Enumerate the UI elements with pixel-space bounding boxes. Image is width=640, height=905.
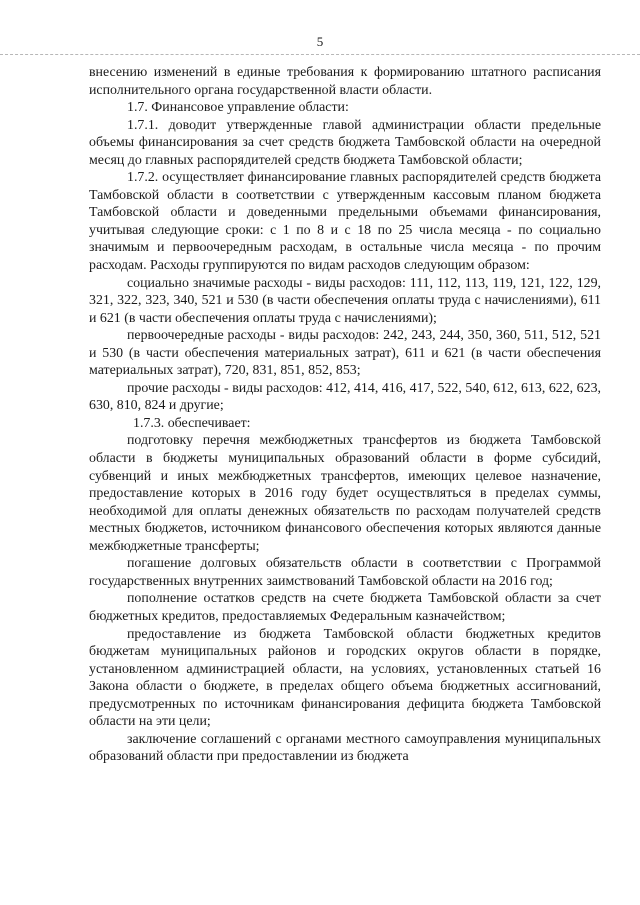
page-number: 5 — [316, 34, 324, 49]
paragraph-1-7-1: 1.7.1. доводит утвержденные главой администрации области предельные объемы финансирования за счет средств бюджета Тамбовской области на очередной месяц до главных распорядителей средств бюджета Тамбовской области; — [89, 117, 601, 168]
top-rule — [0, 54, 640, 55]
paragraph-social-expenses: социально значимые расходы - виды расходов: 111, 112, 113, 119, 121, 122, 129, 321, 322, 323, 340, 521 и 530 (в части обеспечения оплаты труда с начислениями), 611 и 621 (в части обеспечения оплаты труда с начислениями); — [89, 275, 601, 326]
document-body — [89, 64, 601, 766]
paragraph-1-7-2: 1.7.2. осуществляет финансирование главных распорядителей средств бюджета Тамбовской области в соответствии с утвержденным кассовым планом бюджета Тамбовской области и доведенными предельными объемами финансирования, учитывая следующие сроки: с 1 по 8 и с 18 по 25 числа месяца - по социально значимым и первоочередным расходам, в остальные числа месяца - по прочим расходам. Расходы группируются по видам расходов следующим образом: — [89, 170, 601, 274]
paragraph-balance-replenishment: пополнение остатков средств на счете бюджета Тамбовской области за счет бюджетных кредитов, предоставляемых Федеральным казначейством; — [89, 591, 601, 624]
paragraph-budget-credits: предоставление из бюджета Тамбовской области бюджетных кредитов бюджетам муниципальных районов и городских округов области в порядке, установленном администрацией области, на условиях, установленных статьей 16 Закона области о бюджете, в пределах общего объема бюджетных ассигнований, предусмотренных по источникам финансирования дефицита бюджета Тамбовской области на эти цели; — [89, 626, 601, 730]
paragraph-priority-expenses: первоочередные расходы - виды расходов: 242, 243, 244, 350, 360, 511, 512, 521 и 530 (в части обеспечения материальных затрат), 611 и 621 (в части обеспечения материальных затрат), 720, 831, 851, 852, 853; — [89, 328, 601, 379]
paragraph-section-1-7: 1.7. Финансовое управление области: — [127, 100, 349, 116]
paragraph-debt-repayment: погашение долговых обязательств области в соответствии с Программой государственных внутренних заимствований Тамбовской области на 2016 год; — [89, 556, 601, 589]
paragraph-1-7-3: 1.7.3. обеспечивает: — [133, 415, 251, 431]
paragraph-agreements: заключение соглашений с органами местного самоуправления муниципальных образований области при предоставлении из бюджета — [89, 731, 601, 765]
paragraph-continuation: внесению изменений в единые требования к формированию штатного расписания исполнительного органа государственной власти области. — [89, 65, 601, 98]
paragraph-transfers-list: подготовку перечня межбюджетных трансфертов из бюджета Тамбовской области в бюджеты муниципальных образований области в форме субсидий, субвенций и иных межбюджетных трансфертов, имеющих целевое назначение, предоставление которых в 2016 году будет осуществляться в пределах суммы, необходимой для оплаты денежных обязательств по расходам получателей средств местных бюджетов, источником финансового обеспечения которых являются данные межбюджетные трансферты; — [89, 433, 601, 554]
paragraph-other-expenses: прочие расходы - виды расходов: 412, 414, 416, 417, 522, 540, 612, 613, 622, 623, 630, 810, 824 и другие; — [89, 380, 601, 414]
